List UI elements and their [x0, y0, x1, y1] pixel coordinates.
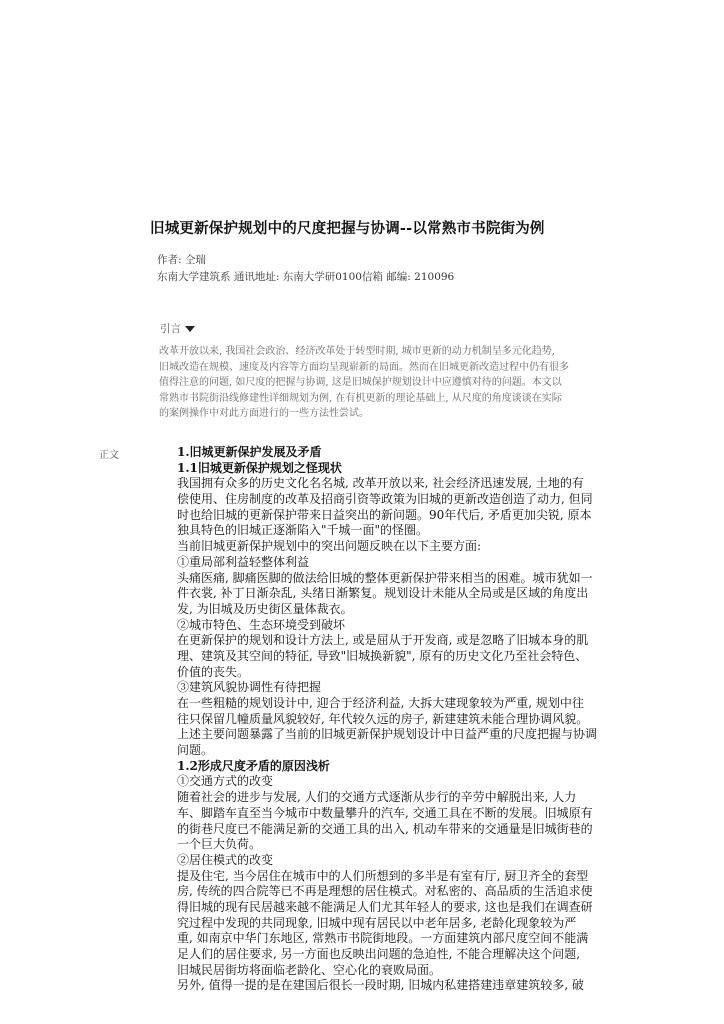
body-line: 重, 如南京中华门东地区, 常熟市书院街地段。一方面建筑内部尺度空间不能满	[177, 931, 589, 946]
abstract-line: 旧城改造在规模、速度及内容等方面均呈现崭新的局面。然而在旧城更新改造过程中仍有很多	[159, 361, 569, 373]
body-line: 我国拥有众多的历史文化名名城, 改革开放以来, 社会经济迅速发展, 土地的有	[177, 476, 584, 491]
body-line: 提及住宅, 当今居住在城市中的人们所想到的多半是有室有厅, 厨卫齐全的套型	[177, 868, 589, 883]
section-heading: 1.1旧城更新保护规划之怪现状	[177, 460, 342, 475]
abstract-line: 改革开放以来, 我国社会政治、经济改革处于转型时期, 城市更新的动力机制呈多元化趋势,	[159, 346, 555, 357]
body-line: 足人们的居住要求, 另一方面也反映出问题的急迫性, 不能合理解决这个问题,	[177, 947, 581, 961]
caret-down-icon	[185, 326, 195, 332]
abstract-line: 值得注意的问题, 如尺度的把握与协调, 这是旧城保护规划设计中应遵慎对待的问题。本文以	[159, 377, 562, 389]
body-line: 房, 传统的四合院等已不再是理想的居住模式。对私密的、高品质的生活追求使	[177, 884, 593, 899]
body-line: 得旧城的现有民居越来越不能满足人们尤其年轻人的要求, 这也是我们在调查研	[177, 899, 593, 914]
body-line: 一个巨大负荷。	[177, 837, 262, 852]
intro-toggle[interactable]	[160, 321, 195, 336]
section-heading: 1.旧城更新保护发展及矛盾	[177, 445, 322, 459]
body-line: 件衣裳, 补丁日渐杂乱, 头绪日渐繁复。规划设计未能从全局或是区域的角度出	[177, 586, 589, 601]
body-line: 偿使用、住房制度的改革及招商引资等政策为旧城的更新改造创造了动力, 但同	[177, 492, 593, 507]
body-line: 另外, 值得一提的是在建国后很长一段时期, 旧城内私建搭建违章建筑较多, 破	[177, 978, 584, 993]
body-line: 往只保留几幢质量风貌较好, 年代较久远的房子, 新建建筑未能合理协调风貌。	[177, 711, 589, 726]
body-line: 独具特色的旧城正逐渐陷入"千城一面"的怪圈。	[177, 523, 429, 538]
body-text	[177, 445, 625, 994]
article-title: 旧城更新保护规划中的尺度把握与协调--以常熟市书院街为例	[150, 220, 545, 237]
author-line: 作者: 仝瑞	[157, 254, 206, 266]
abstract	[159, 344, 619, 422]
body-line: 理、建筑及其空间的特征, 导致"旧城换新貌", 原有的历史文化乃至社会特色、	[177, 648, 588, 663]
body-line: ②居住模式的改变	[177, 852, 274, 867]
body-line: 上述主要问题暴露了当前的旧城更新保护规划设计中日益严重的尺度把握与协调	[177, 727, 598, 742]
body-line: 的街巷尺度已不能满足新的交通工具的出入, 机动车带来的交通量是旧城街巷的	[177, 821, 593, 836]
body-line: 旧城民居街坊将面临老龄化、空心化的衰败局面。	[177, 962, 442, 977]
affiliation-line: 东南大学建筑系 通讯地址: 东南大学研0100信箱 邮编: 210096	[157, 271, 455, 283]
body-line: 头痛医痛, 脚痛医脚的做法给旧城的整体更新保护带来相当的困难。城市犹如一	[177, 570, 593, 585]
abstract-line: 的案例操作中对此方面进行的一些方法性尝试。	[159, 408, 369, 420]
section-heading: 1.2形成尺度矛盾的原因浅析	[177, 758, 330, 773]
body-line: 问题。	[177, 743, 214, 758]
body-line: 发, 为旧城及历史街区量体裁衣。	[177, 601, 353, 616]
body-line: 当前旧城更新保护规划中的突出问题反映在以下主要方面:	[177, 539, 482, 554]
body-line: ③建筑风貌协调性有待把握	[177, 680, 322, 695]
body-line: 究过程中发现的共同现象, 旧城中现有居民以中老年居多, 老龄化现象较为严	[177, 915, 577, 930]
body-line: 价值的丧失。	[177, 664, 250, 679]
body-line: 在一些粗糙的规划设计中, 迎合于经济利益, 大拆大建现象较为严重, 规划中往	[177, 696, 584, 710]
body-line: 时也给旧城的更新保护带来日益突出的新问题。90年代后, 矛盾更加尖锐, 原本	[177, 507, 592, 522]
body-side-label: 正文	[99, 450, 119, 461]
body-line: 车、脚踏车直至当今城市中数量攀升的汽车, 交通工具在不断的发展。旧城原有	[177, 805, 593, 820]
body-line: 在更新保护的规划和设计方法上, 或是屈从于开发商, 或是忽略了旧城本身的肌	[177, 633, 589, 648]
body-line: ①重局部利益轻整体利益	[177, 554, 310, 569]
body-line: ①交通方式的改变	[177, 774, 274, 789]
body-line: ②城市特色、生态环境受到破坏	[177, 617, 346, 632]
body-line: 随着社会的进步与发展, 人们的交通方式逐渐从步行的辛劳中解脱出来, 人力	[177, 790, 577, 805]
intro-label: 引言	[160, 323, 181, 335]
abstract-line: 常熟市书院街沿线修建性详细规划为例, 在有机更新的理论基础上, 从尺度的角度谈谈在实际	[159, 392, 562, 404]
